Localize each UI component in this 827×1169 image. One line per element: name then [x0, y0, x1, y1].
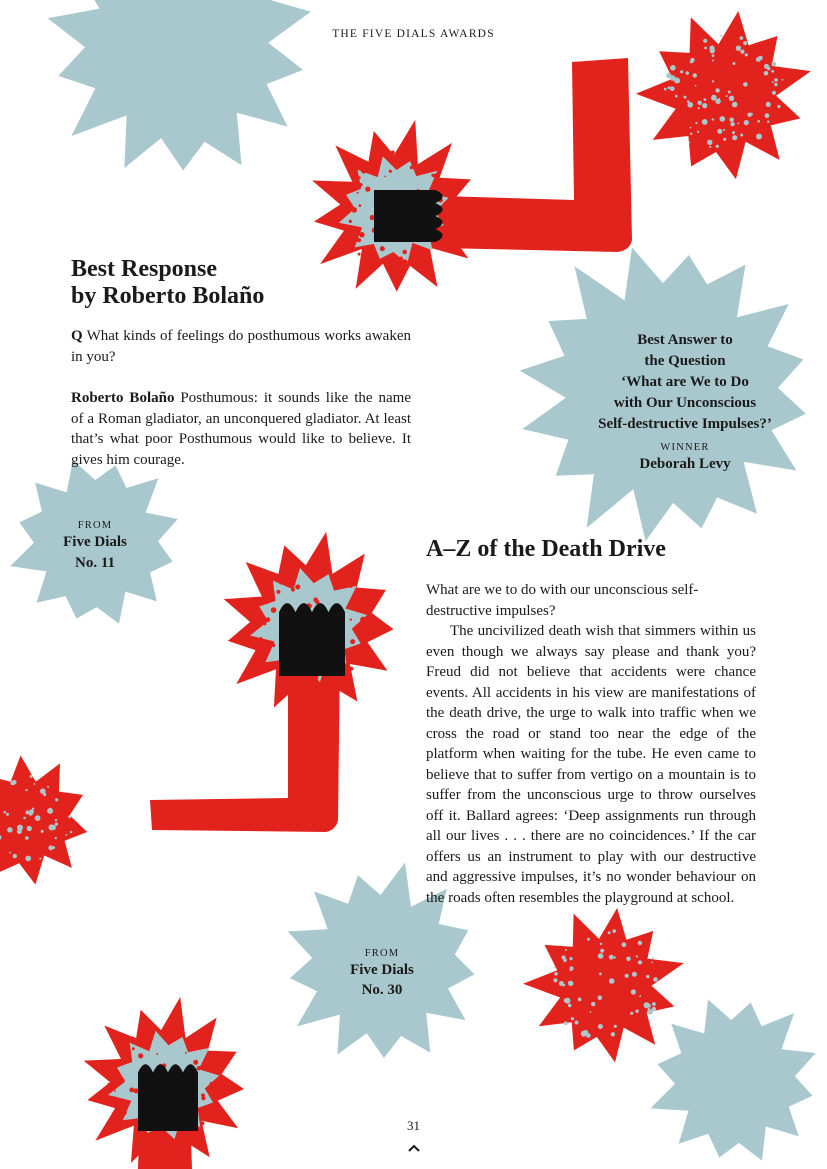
answer-label: Roberto Bolaño: [71, 390, 175, 406]
blue-burst-top-left: [48, 0, 311, 171]
red-burst-left: [0, 755, 87, 884]
badge-left-line1: Five Dials: [63, 534, 127, 550]
chevron-up-icon[interactable]: [0, 1140, 827, 1156]
article-title-line2: by Roberto Bolaño: [71, 283, 265, 309]
award-line5: Self-destructive Impulses?’: [598, 416, 772, 432]
fist-top: [374, 190, 443, 242]
article-best-response: [71, 256, 411, 310]
award-line1: Best Answer to: [637, 332, 733, 348]
badge-bottom-from: FROM: [364, 948, 400, 959]
article2-title: A–Z of the Death Drive: [426, 536, 666, 562]
answer-text: Posthumous: it sounds like the name of a Roman gladiator, an unconquered gladiator. At least that’s what poor Posthumous would like to believe. It gives him courage.: [71, 390, 411, 468]
article-title-line1: Best Response: [71, 256, 218, 282]
winner-label: WINNER: [660, 442, 710, 453]
badge-left-line2: No. 11: [74, 555, 115, 571]
running-head: THE FIVE DIALS AWARDS: [332, 28, 495, 40]
fist-middle: [279, 603, 345, 676]
answer-paragraph: [71, 388, 411, 470]
badge-left-from: FROM: [77, 520, 113, 531]
award-badge-text: [555, 330, 815, 435]
badge-bottom-line1: Five Dials: [350, 962, 414, 978]
question-paragraph: [71, 326, 411, 367]
article-title: [71, 256, 411, 310]
badge-bottom-line2: No. 30: [361, 982, 403, 998]
blue-burst-bottom-right: [650, 999, 815, 1160]
page-number: 31: [407, 1118, 420, 1133]
question-label: Q: [71, 328, 83, 344]
award-line2: the Question: [644, 353, 726, 369]
red-arm-top: [440, 58, 632, 252]
article2-intro: What are we to do with our unconscious self-destructive impulses?: [426, 582, 699, 619]
award-line4: with Our Unconscious: [613, 395, 757, 411]
article2-body: [426, 580, 756, 908]
award-line3: ‘What are We to Do: [621, 374, 749, 390]
winner-name: Deborah Levy: [639, 456, 731, 472]
article2-paragraph: The uncivilized death wish that simmers within us even though we always say please and thank you? Freud did not believe that accidents were chance events. All accidents in his view are manifestations of the death drive, the urge to walk into traffic when we cross the road or stand too near the edge of the platform when waiting for the tube. He even came to believe that to suffer from vertigo on a mountain is to suffer from the unconscious urge to throw ourselves off it. Ballard agrees: ‘Deep assignments run through all our lives . . . there are no coincidences.’ If the car offers us an instrument to play with our destructive and aggressive impulses, it’s no wonder behaviour on the roads often resembles the playground at school.: [426, 623, 756, 906]
red-burst-bottom-right: [523, 908, 684, 1062]
question-text: What kinds of feelings do posthumous works awaken in you?: [71, 328, 411, 365]
